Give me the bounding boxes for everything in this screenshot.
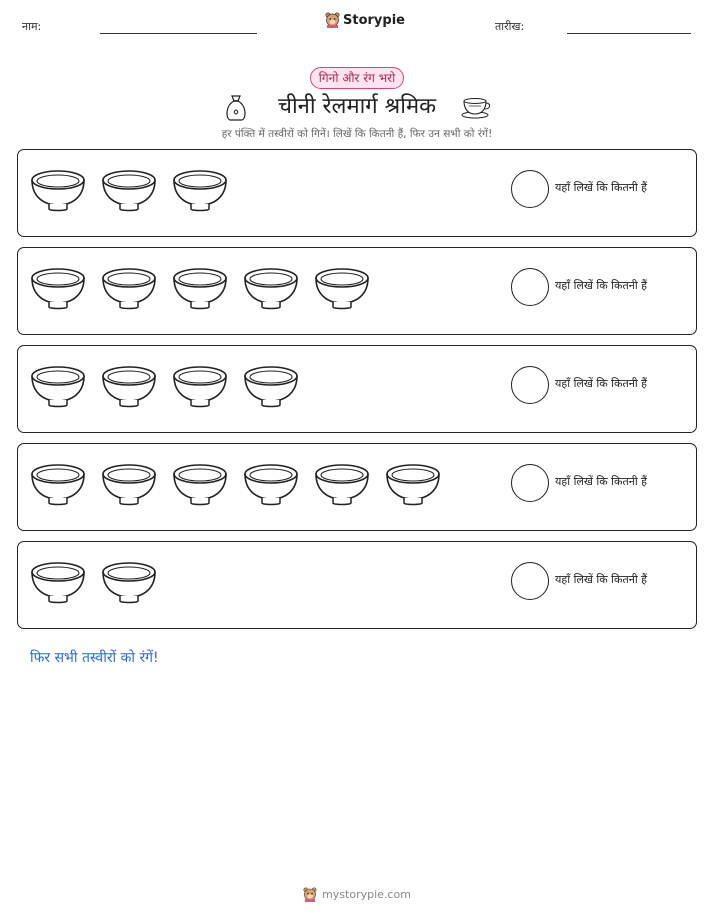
bowl-icon bbox=[172, 363, 228, 409]
bowl-group bbox=[30, 167, 228, 217]
bowl-icon bbox=[30, 461, 86, 507]
bowl-icon bbox=[243, 363, 299, 409]
footer bbox=[0, 887, 714, 902]
answer-label: यहाँ लिखें कि कितनी हैं bbox=[555, 475, 648, 488]
bowl-icon bbox=[172, 461, 228, 507]
bowl-icon bbox=[101, 461, 157, 507]
bowl-icon bbox=[314, 265, 370, 311]
bear-mascot-icon bbox=[325, 12, 340, 28]
bowl-icon bbox=[101, 559, 157, 605]
answer-circle[interactable] bbox=[511, 366, 549, 404]
answer-circle[interactable] bbox=[511, 170, 549, 208]
bowl-icon bbox=[172, 265, 228, 311]
bowl-icon bbox=[243, 461, 299, 507]
brand-name: Storypie bbox=[343, 12, 405, 28]
bowl-icon bbox=[172, 167, 228, 213]
count-row bbox=[17, 541, 697, 629]
name-label: नाम: bbox=[22, 20, 42, 33]
teacup-icon bbox=[460, 95, 492, 119]
answer-circle[interactable] bbox=[511, 464, 549, 502]
date-input-line[interactable] bbox=[567, 33, 691, 34]
page-title: चीनी रेलमार्ग श्रमिक bbox=[277, 94, 437, 119]
footer-url: mystorypie.com bbox=[322, 888, 411, 901]
bowl-icon bbox=[314, 461, 370, 507]
answer-label: यहाँ लिखें कि कितनी हैं bbox=[555, 279, 648, 292]
color-instruction: फिर सभी तस्वीरों को रंगें! bbox=[30, 650, 159, 666]
bowl-group bbox=[30, 559, 157, 609]
bowl-group bbox=[30, 363, 299, 413]
answer-circle[interactable] bbox=[511, 268, 549, 306]
bear-mascot-icon bbox=[303, 887, 317, 902]
name-input-line[interactable] bbox=[100, 33, 257, 34]
bowl-icon bbox=[101, 167, 157, 213]
bowl-icon bbox=[30, 265, 86, 311]
bowl-icon bbox=[243, 265, 299, 311]
activity-badge: गिनो और रंग भरो bbox=[310, 67, 404, 89]
bowl-icon bbox=[30, 559, 86, 605]
count-row bbox=[17, 345, 697, 433]
count-row bbox=[17, 247, 697, 335]
instructions: हर पंक्ति में तस्वीरों को गिनें। लिखें कि कितनी हैं, फिर उन सभी को रंगें! bbox=[221, 128, 493, 140]
answer-circle[interactable] bbox=[511, 562, 549, 600]
bowl-icon bbox=[101, 265, 157, 311]
count-row bbox=[17, 443, 697, 531]
bowl-icon bbox=[30, 363, 86, 409]
bowl-icon bbox=[30, 167, 86, 213]
answer-label: यहाँ लिखें कि कितनी हैं bbox=[555, 573, 648, 586]
count-row bbox=[17, 149, 697, 237]
bowl-group bbox=[30, 461, 441, 511]
answer-label: यहाँ लिखें कि कितनी हैं bbox=[555, 377, 648, 390]
bowl-icon bbox=[385, 461, 441, 507]
brand-logo bbox=[325, 12, 405, 28]
answer-label: यहाँ लिखें कि कितनी हैं bbox=[555, 181, 648, 194]
date-label: तारीख: bbox=[495, 20, 525, 33]
bowl-group bbox=[30, 265, 370, 315]
bowl-icon bbox=[101, 363, 157, 409]
